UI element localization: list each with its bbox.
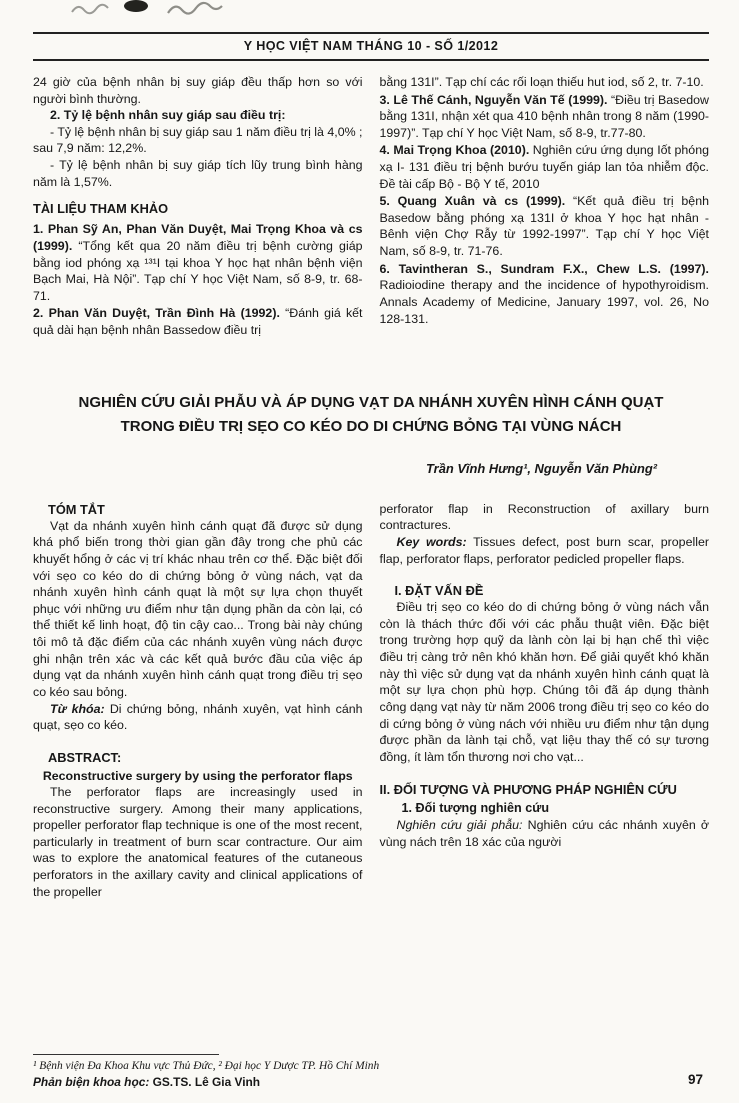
top-left-column <box>33 74 363 339</box>
journal-title: Y HỌC VIỆT NAM THÁNG 10 - SỐ 1/2012 <box>243 39 499 53</box>
tukhoa-paragraph <box>33 701 363 734</box>
section-1-heading: I. ĐẶT VẤN ĐỀ <box>394 583 484 599</box>
tukhoa-label: Từ khóa: <box>50 701 105 716</box>
journal-header <box>33 32 709 61</box>
top-two-column-section <box>33 74 709 339</box>
reference-label: 5. Quang Xuân và cs (1999). <box>379 194 566 209</box>
abstract-continuation: perforator flap in Reconstruction of axillary burn contractures. <box>379 501 709 533</box>
peer-review-line <box>33 1075 709 1089</box>
reference-label: 3. Lê Thế Cánh, Nguyễn Văn Tế (1999). <box>379 92 608 107</box>
prev-article-subheading: 2. Tỷ lệ bệnh nhân suy giáp sau điều trị: <box>50 108 286 123</box>
peer-review-name: GS.TS. Lê Gia Vinh <box>149 1075 261 1089</box>
keywords-paragraph <box>380 534 710 567</box>
references-heading: TÀI LIỆU THAM KHẢO <box>33 201 169 217</box>
article-title-line-1: NGHIÊN CỨU GIẢI PHẪU VÀ ÁP DỤNG VẠT DA NHÁNH XUYÊN HÌNH CÁNH QUẠT <box>78 393 664 411</box>
article-title <box>33 391 709 439</box>
section-2-heading: II. ĐỐI TƯỢNG VÀ PHƯƠNG PHÁP NGHIÊN CỨU <box>379 782 677 798</box>
main-left-column <box>33 501 363 901</box>
prev-article-paragraph: 24 giờ của bệnh nhân bị suy giáp đều thấp hơn so với người bình thường. <box>33 75 363 106</box>
section-2-subheading: 1. Đối tượng nghiên cứu <box>401 801 550 816</box>
main-two-column-section <box>33 501 709 901</box>
reference-text: “Đánh giá kết quả dài hạn bệnh nhân Bassedow điều trị <box>33 306 363 338</box>
study-type-label: Nghiên cứu giải phẫu: <box>396 818 523 833</box>
tomtat-heading: TÓM TẮT <box>48 501 105 517</box>
reference-item <box>380 92 710 142</box>
peer-review-label: Phản biện khoa học: <box>33 1075 150 1089</box>
authors-line: Trần Vĩnh Hưng¹, Nguyễn Văn Phùng² <box>426 460 657 476</box>
section-2-paragraph <box>380 817 710 850</box>
reference-text: “Điều trị Basedow bằng 131I, nhận xét qua 410 bệnh nhân trong 8 năm (1990-1997)”. Tạp chí Y học Việt Nam, số 8-9, tr.77-80. <box>379 92 709 140</box>
page-content <box>0 32 739 900</box>
article-title-line-2: TRONG ĐIỀU TRỊ SẸO CO KÉO DO DI CHỨNG BỎNG TẠI VÙNG NÁCH <box>120 417 622 435</box>
section-1-body: Điều trị sẹo co kéo do di chứng bỏng ở vùng nách vẫn còn là thách thức đối với các phẫu thuật viên. Đặc biệt trong trường hợp quỹ da lành còn lại bị hạn chế thì việc điều trị càng trở nên khó khăn hơn. Để giải quyết khó khăn này thì việc sử dụng vạt da nhánh xuyên hình cánh quạt là một sự lựa chọn phù hợp. Chúng tôi đã áp dụng thành công dạng vạt này từ năm 2006 trong điều trị sẹo co kéo do di cứng bỏng ở vùng nách với nhiều ưu điểm như tận dụng được phần da lành tại chỗ, vạt liệu thay thế có sự tương đồng, ít làm tổn thương nơi cho vạt... <box>379 600 709 764</box>
prev-article-paragraph: - Tỷ lệ bệnh nhân bị suy giáp sau 1 năm điều trị là 4,0% ; sau 7,9 năm: 12,2%. <box>33 124 363 156</box>
reference-continuation: bằng 131I”. Tạp chí các rối loạn thiếu hut iod, số 2, tr. 7-10. <box>379 75 704 89</box>
reference-item <box>33 221 363 304</box>
abstract-subtitle: Reconstructive surgery by using the perforator flaps <box>42 768 353 783</box>
top-right-column <box>380 74 710 339</box>
reference-label: 6. Tavintheran S., Sundram F.X., Chew L.S. (1997). <box>379 261 709 276</box>
affiliation-footnote: ¹ Bệnh viện Đa Khoa Khu vực Thủ Đức, ² Đại học Y Dược TP. Hồ Chí Minh <box>33 1060 380 1072</box>
reference-label: 1. Phan Sỹ An, Phan Văn Duyệt, Mai Trọng Khoa và cs (1999). <box>33 222 363 254</box>
scan-artifact-svg <box>70 0 260 20</box>
tomtat-body: Vạt da nhánh xuyên hình cánh quạt đã được sử dụng khá phổ biến trong thời gian gần đây trong che phủ các khuyết hổng ở các vị trí khác nhau trên cơ thể. Đặc biệt đối với sẹo co kéo do di chứng bỏng ở vùng nách, vạt da nhánh xuyên hình cánh quạt là một sự lựa chọn thuyết phục với những ưu điểm như tận dụng phần da còn lại, có thể thiết kế linh hoạt, độ tin cậy cao... Trong bài này chúng tôi mô tả đặc điểm của các nhánh xuyên vùng nách được ghi nhận trên xác và các kết quả bước đầu của việc áp dụng vạt da nhánh xuyên hình cánh quạt trong điều trị sẹo co kéo sau bỏng. <box>33 518 363 699</box>
reference-item <box>33 305 363 338</box>
reference-label: 2. Phan Văn Duyệt, Trần Đình Hà (1992). <box>33 306 280 321</box>
abstract-heading: ABSTRACT: <box>48 749 122 765</box>
footnote-divider <box>33 1054 219 1055</box>
reference-text: “Kết quả điều trị bệnh Basedow bằng phóng xạ 131I ở khoa Y học hạt nhân - Bênh viện Chợ Rẫy từ 1992-1997”. Tạp chí Y học Việt Nam, số 8-9, tr. 71-76. <box>379 194 709 259</box>
reference-item <box>380 142 710 192</box>
reference-text: “Tổng kết qua 20 năm điều trị bệnh cường giáp bằng iod phóng xạ ¹³¹I tại khoa Y học hạt nhân bệnh viện Bạch Mai, Hà Nội”. Tạp chí Y học Việt Nam, số 8-9, tr. 68-71. <box>33 239 363 303</box>
reference-text: Nghiên cứu ứng dụng Iốt phóng xạ I- 131 điều trị bệnh bướu tuyến giáp lan tỏa nhiễm độc. Đề tài cấp Bộ - Bộ Y tế, 2010 <box>379 143 709 191</box>
page-footer <box>33 1054 709 1089</box>
abstract-body: The perforator flaps are increasingly used in reconstructive surgery. Among their many applications, propeller perforator flap technique is one of the most recent, particularly in treatment of burn scar contracture. Our aim was to explore the anatomical features of the cutaneous perforators in the axillary cavity and clinical applications of the propeller <box>33 785 363 899</box>
study-type-text: Nghiên cứu các nhánh xuyên ở vùng nách trên 18 xác của người <box>379 818 710 849</box>
keywords-label: Key words: <box>396 534 467 549</box>
page-number: 97 <box>687 1072 703 1087</box>
tukhoa-text: Di chứng bỏng, nhánh xuyên, vạt hình cánh quạt, sẹo co kéo. <box>33 701 363 733</box>
reference-item <box>380 261 710 327</box>
scan-artifact-marks <box>70 0 260 20</box>
reference-label: 4. Mai Trọng Khoa (2010). <box>379 143 530 158</box>
reference-text: Radioiodine therapy and the incidence of hypothyroidism. Annals Academy of Medicine, January 1997, vol. 26, No 128-131. <box>379 278 709 326</box>
reference-item <box>380 193 710 259</box>
prev-article-paragraph: - Tỷ lệ bệnh nhân bị suy giáp tích lũy trung bình hàng năm là 1,57%. <box>33 158 363 189</box>
main-right-column <box>380 501 710 901</box>
keywords-text: Tissues defect, post burn scar, propeller flap, perforator flaps, perforator pedicled propeller flaps. <box>379 534 709 566</box>
